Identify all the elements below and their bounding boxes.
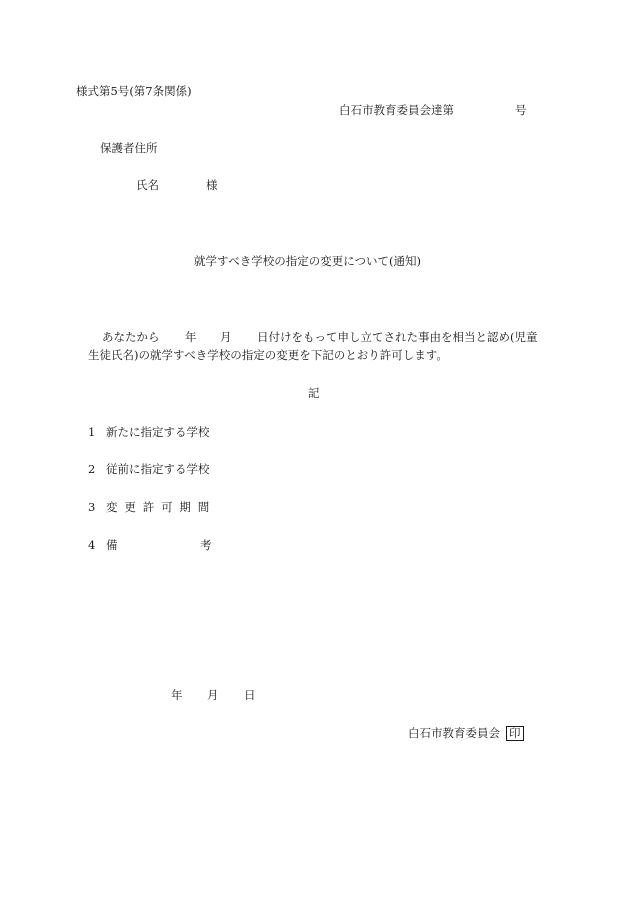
- notice-number-prefix: 白石市教育委員会達第: [339, 103, 454, 117]
- body-line2: 生徒氏名)の就学すべき学校の指定の変更を下記のとおり許可します。: [88, 348, 448, 362]
- honorific: 様: [206, 178, 218, 192]
- name-label: 氏名: [136, 178, 159, 192]
- date-month: 月: [207, 688, 219, 702]
- body-lead: あなたから: [102, 330, 160, 344]
- item-label: 備: [106, 538, 118, 552]
- date-day: 日: [244, 688, 256, 702]
- item-number: 2: [88, 462, 96, 476]
- seal-stamp: 印: [506, 726, 524, 741]
- issuer-name: 白石市教育委員会: [408, 726, 500, 740]
- date-year: 年: [171, 688, 183, 702]
- ki-heading: 記: [308, 386, 320, 400]
- item-label: 変 更 許 可 期 間: [106, 500, 211, 514]
- item-number: 4: [88, 538, 96, 552]
- item-label: 考: [200, 538, 212, 552]
- body-year: 年: [185, 330, 197, 344]
- notice-number-suffix: 号: [515, 103, 527, 117]
- form-number: 様式第5号(第7条関係): [76, 84, 192, 98]
- document-title: 就学すべき学校の指定の変更について(通知): [194, 254, 422, 268]
- item-label: 従前に指定する学校: [106, 462, 210, 476]
- body-rest: 日付けをもって申し立てされた事由を相当と認め(児童: [257, 330, 538, 344]
- issuer: [408, 726, 524, 741]
- item-label: 新たに指定する学校: [106, 425, 210, 439]
- item-number: 3: [88, 500, 96, 514]
- item-number: 1: [88, 425, 96, 439]
- guardian-address-label: 保護者住所: [100, 141, 158, 155]
- body-month: 月: [220, 330, 232, 344]
